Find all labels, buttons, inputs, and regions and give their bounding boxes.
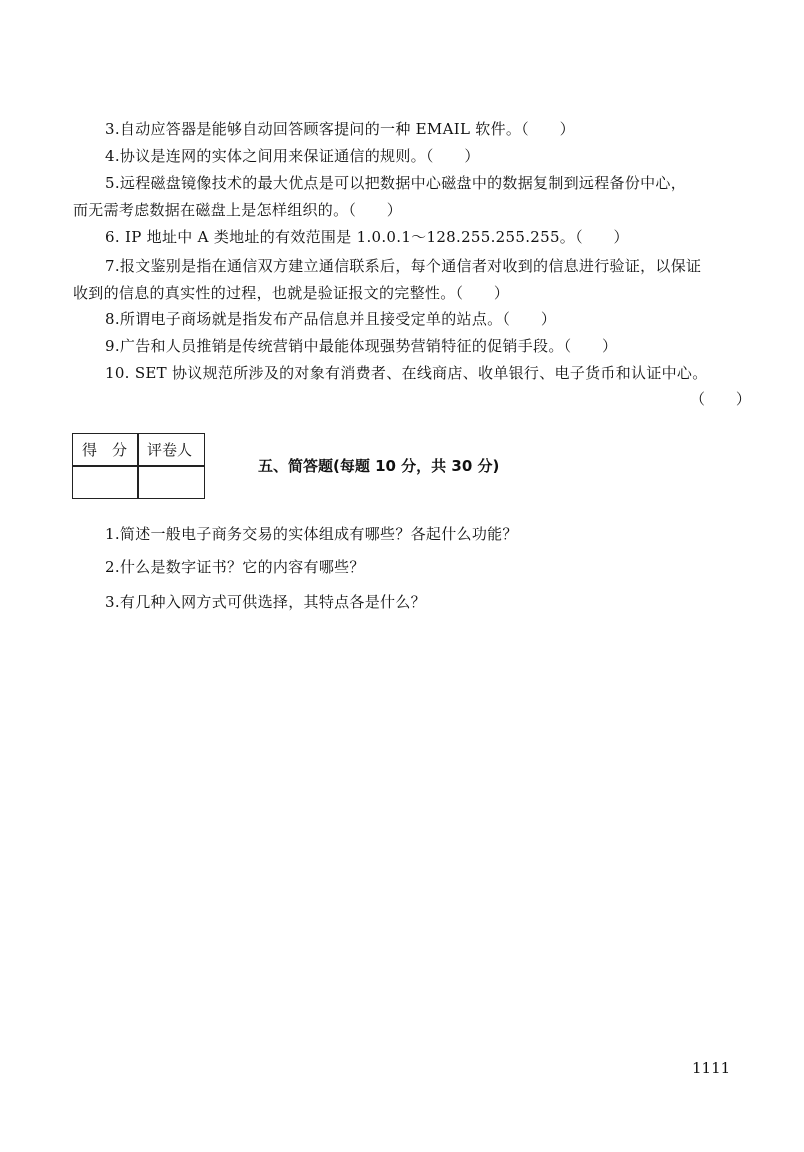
question-9: 9.广告和人员推销是传统营销中最能体现强势营销特征的促销手段。（ ）: [105, 337, 618, 355]
grader-label: 评卷人: [147, 441, 193, 459]
score-label: 得 分: [82, 441, 128, 459]
short-answer-question-1: 1.简述一般电子商务交易的实体组成有哪些？各起什么功能？: [105, 525, 518, 543]
question-7-line-2: 收到的信息的真实性的过程，也就是验证报文的完整性。（ ）: [73, 284, 510, 302]
score-box-divider-horizontal: [73, 465, 204, 467]
question-7-line-1: 7.报文鉴别是指在通信双方建立通信联系后，每个通信者对收到的信息进行验证，以保证: [105, 257, 702, 275]
page-number: 1111: [692, 1059, 731, 1077]
question-3: 3.自动应答器是能够自动回答顾客提问的一种 EMAIL 软件。（ ）: [105, 120, 575, 138]
question-5-line-1: 5.远程磁盘镜像技术的最大优点是可以把数据中心磁盘中的数据复制到远程备份中心，: [105, 174, 687, 192]
question-8: 8.所谓电子商场就是指发布产品信息并且接受定单的站点。（ ）: [105, 310, 557, 328]
short-answer-question-2: 2.什么是数字证书？它的内容有哪些？: [105, 558, 365, 576]
question-10-answer-bracket: （ ）: [690, 390, 752, 408]
question-5-line-2: 而无需考虑数据在磁盘上是怎样组织的。（ ）: [73, 201, 403, 219]
section-5-title: 五、简答题(每题 10 分，共 30 分): [258, 457, 500, 475]
question-10: 10. SET 协议规范所涉及的对象有消费者、在线商店、收单银行、电子货币和认证中心。: [105, 364, 708, 382]
score-box: [72, 433, 205, 499]
question-4: 4.协议是连网的实体之间用来保证通信的规则。（ ）: [105, 147, 480, 165]
question-6: 6. IP 地址中 A 类地址的有效范围是 1.0.0.1～128.255.255.255。（ ）: [105, 228, 629, 246]
short-answer-question-3: 3.有几种入网方式可供选择，其特点各是什么？: [105, 593, 426, 611]
